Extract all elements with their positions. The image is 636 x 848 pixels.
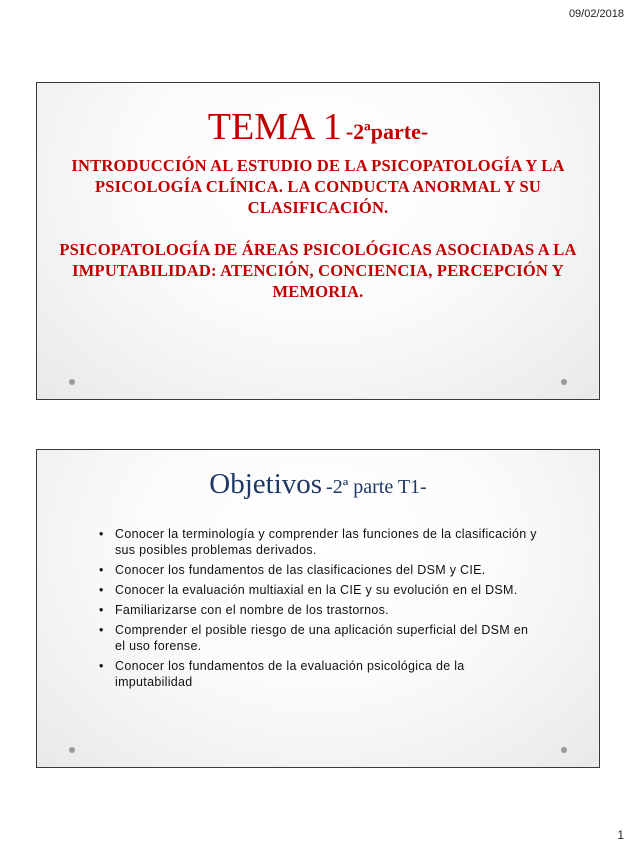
- slide-1-title-main: TEMA 1: [207, 106, 342, 148]
- slide-2-right-dot: [561, 747, 567, 753]
- slide-objetivos: [36, 449, 600, 768]
- slide-2-title-sub: -2ª parte T1-: [326, 476, 427, 498]
- bullet-icon: •: [99, 659, 104, 673]
- slide-1-title: [37, 105, 599, 149]
- list-item: [99, 562, 539, 578]
- bullet-icon: •: [99, 527, 104, 541]
- list-item-text: Conocer la evaluación multiaxial en la CIE y su evolución en el DSM.: [115, 583, 518, 597]
- list-item: [99, 526, 539, 558]
- slide-1-left-dot: [69, 379, 75, 385]
- list-item: [99, 658, 539, 690]
- page-number: 1: [617, 828, 624, 842]
- bullet-icon: •: [99, 623, 104, 637]
- slide-2-title-main: Objetivos: [209, 468, 323, 500]
- list-item-text: Conocer la terminología y comprender las funciones de la clasificación y sus posibles problemas derivados.: [115, 527, 537, 557]
- bullet-icon: •: [99, 603, 104, 617]
- slide-2-title: [37, 468, 599, 501]
- print-date: 09/02/2018: [568, 8, 624, 20]
- slide-1-paragraph-areas: PSICOPATOLOGÍA DE ÁREAS PSICOLÓGICAS ASOCIADAS A LA IMPUTABILIDAD: ATENCIÓN, CONCIENCIA, PERCEPCIÓN Y MEMORIA.: [59, 240, 577, 301]
- slide-1-body: [57, 155, 579, 302]
- list-item-text: Conocer los fundamentos de la evaluación psicológica de la imputabilidad: [115, 659, 465, 689]
- list-item: [99, 602, 539, 618]
- slide-1-paragraph-intro: INTRODUCCIÓN AL ESTUDIO DE LA PSICOPATOLOGÍA Y LA PSICOLOGÍA CLÍNICA. LA CONDUCTA ANORMAL Y SU CLASIFICACIÓN.: [71, 156, 565, 217]
- bullet-icon: •: [99, 583, 104, 597]
- list-item-text: Conocer los fundamentos de las clasificaciones del DSM y CIE.: [115, 563, 486, 577]
- list-item: [99, 622, 539, 654]
- slide-2-left-dot: [69, 747, 75, 753]
- slide-1-title-sub: -2ªparte-: [345, 119, 429, 144]
- bullet-icon: •: [99, 563, 104, 577]
- objectives-list: [99, 526, 539, 694]
- slide-1-right-dot: [561, 379, 567, 385]
- slide-tema-1: [36, 82, 600, 400]
- list-item-text: Comprender el posible riesgo de una aplicación superficial del DSM en el uso forense.: [115, 623, 529, 653]
- list-item: [99, 582, 539, 598]
- list-item-text: Familiarizarse con el nombre de los trastornos.: [115, 603, 389, 617]
